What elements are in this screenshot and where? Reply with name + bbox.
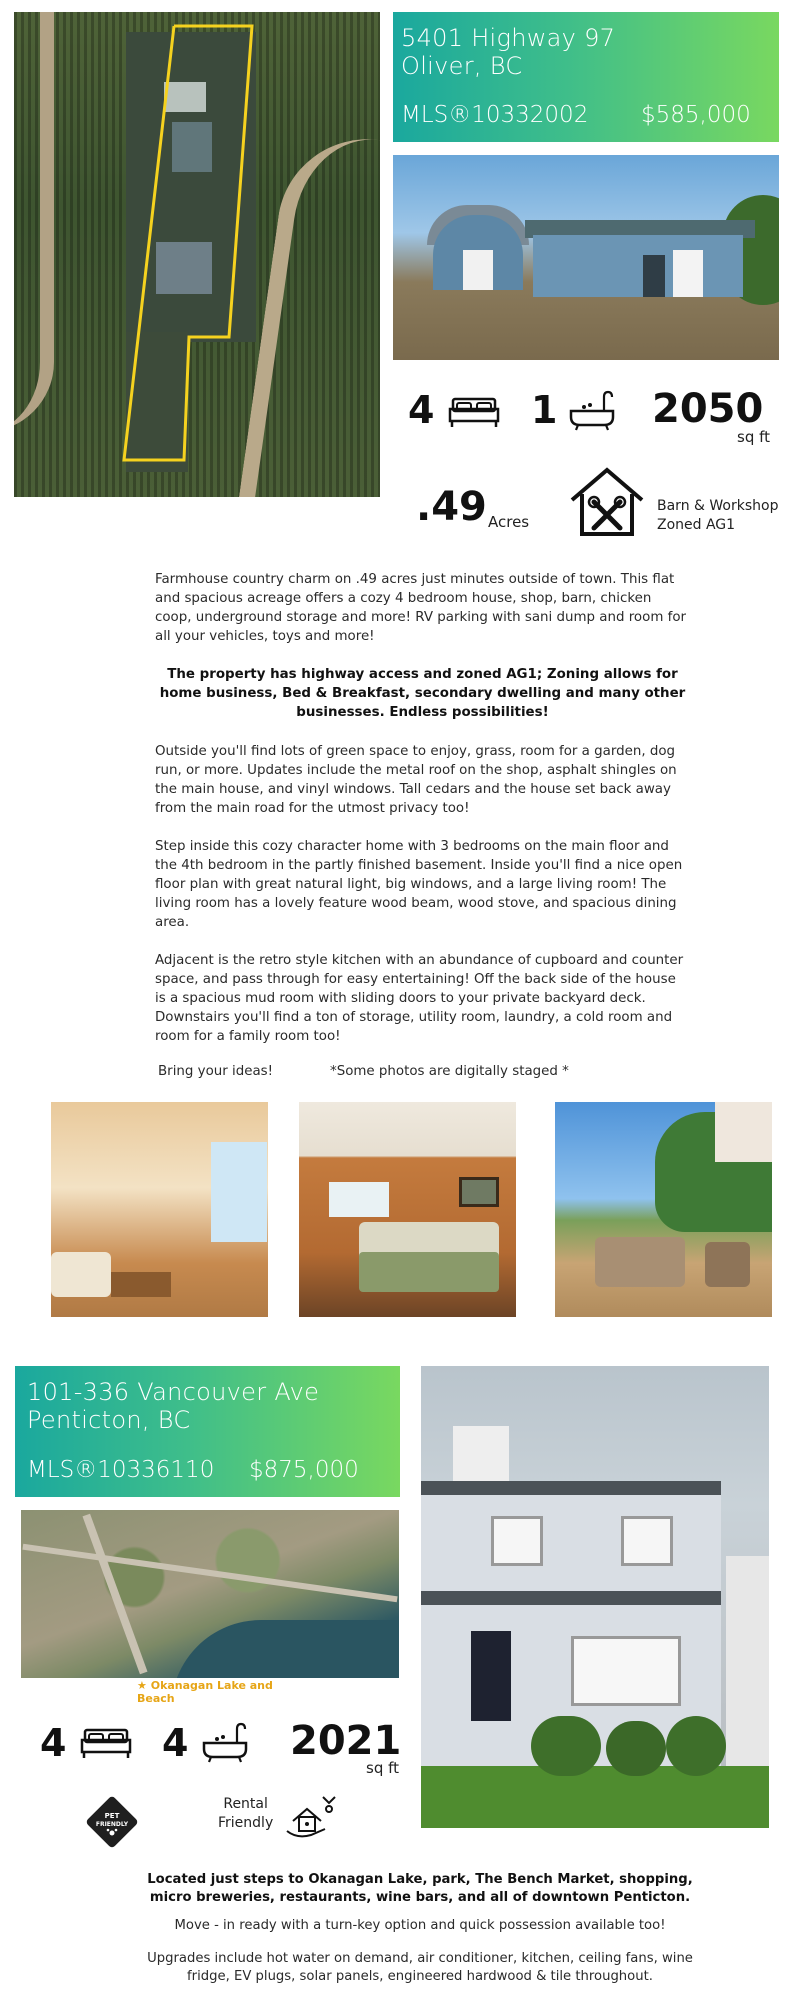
- aerial-map-neighborhood: [21, 1510, 399, 1678]
- bathroom-count-2: 4: [162, 1721, 189, 1765]
- map-caption-text: Okanagan Lake and Beach: [137, 1679, 273, 1705]
- bedroom-count: 4: [408, 388, 435, 432]
- description-paragraph-4: Step inside this cozy character home with 3 bedrooms on the main floor and the 4th bedroom in the partly finished basement. Inside you'll find a nice open floor plan with great natural light, big windows, and a large living room! The living room has a lovely feature wood beam, wood stove, and spacious dining area.: [155, 839, 683, 930]
- upgrades-text: Upgrades include hot water on demand, air conditioner, kitchen, ceiling fans, wine fridge, EV plugs, solar panels, engineered hardwood & tile throughout.: [147, 1951, 693, 1984]
- listing-price: $875,000: [249, 1457, 359, 1483]
- photo-living-room: [51, 1102, 268, 1317]
- address-line-1: 5401 Highway 97: [401, 24, 616, 52]
- sqft-unit: sq ft: [737, 428, 771, 446]
- bed-icon: [79, 1726, 133, 1760]
- rental-line2: Friendly: [218, 1815, 274, 1831]
- mls-number: MLS®10332002: [401, 102, 589, 128]
- acreage-unit: Acres: [488, 513, 530, 531]
- year-built: 2021: [290, 1718, 402, 1764]
- pet-badge-line2: FRIENDLY: [95, 1821, 129, 1828]
- move-in-ready-text: Move - in ready with a turn-key option and quick possession available too!: [174, 1918, 666, 1933]
- bathroom-count: 1: [531, 388, 558, 432]
- photo-bedroom: [299, 1102, 516, 1317]
- photo-deck: [555, 1102, 772, 1317]
- exterior-photo-barn-shop: [393, 155, 779, 360]
- feature-barn-workshop: Barn & Workshop: [657, 498, 779, 514]
- listing-header-card: [393, 12, 779, 142]
- description-paragraph-3: Outside you'll find lots of green space to enjoy, grass, room for a garden, dog run, or more. Updates include the metal roof on the shop, asphalt shingles on the main house, and vinyl windows. Tall cedars and the house set back away from the main road for the utmost privacy too!: [155, 744, 677, 816]
- pet-friendly-badge-icon: [82, 1792, 142, 1852]
- location-highlight: Located just steps to Okanagan Lake, park, The Bench Market, shopping, micro breweries, restaurants, wine bars, and all of downtown Penticton.: [147, 1872, 693, 1905]
- mls-number: MLS®10336110: [27, 1457, 215, 1483]
- sqft-unit-2: sq ft: [366, 1759, 400, 1777]
- bathtub-icon: [201, 1721, 249, 1763]
- description-zoning-highlight: The property has highway access and zoned AG1; Zoning allows for home business, Bed & Breakfast, secondary dwelling and many other businesses. Endless possibilities!: [159, 667, 686, 720]
- listing-price: $585,000: [641, 102, 751, 128]
- feature-zoning: Zoned AG1: [657, 517, 736, 533]
- note-bring-ideas: Bring your ideas!: [158, 1064, 274, 1079]
- bedroom-count-2: 4: [40, 1721, 67, 1765]
- aerial-photo-lot: [14, 12, 380, 497]
- handshake-house-icon: [283, 1791, 339, 1843]
- address-line-1: 101-336 Vancouver Ave: [27, 1378, 320, 1406]
- square-footage: 2050: [652, 386, 764, 432]
- rental-line1: Rental: [223, 1796, 268, 1812]
- description-paragraph-5: Adjacent is the retro style kitchen with an abundance of cupboard and counter space, and pass through for easy entertaining! Off the back side of the house is a spacious mud room with sliding doors to your private backyard deck. Downstairs you'll find a ton of storage, utility room, laundry, a cold room and room for a family room too!: [155, 953, 684, 1044]
- address-line-2: Oliver, BC: [401, 52, 523, 80]
- description-paragraph-1: Farmhouse country charm on .49 acres just minutes outside of town. This flat and spacious acreage offers a cozy 4 bedroom house, shop, barn, chicken coop, underground storage and more! RV parking with sani dump and room for all your vehicles, toys and more!: [155, 572, 687, 644]
- map-caption: [137, 1679, 312, 1705]
- bed-icon: [447, 395, 501, 429]
- bathtub-icon: [568, 389, 616, 431]
- workshop-tools-icon: [568, 466, 646, 538]
- listing-header-card-2: [15, 1366, 400, 1497]
- star-icon: ★: [137, 1679, 147, 1692]
- note-digitally-staged: *Some photos are digitally staged *: [330, 1064, 569, 1079]
- exterior-photo-house: [421, 1366, 769, 1828]
- pet-badge-line1: PET: [104, 1812, 120, 1820]
- lot-boundary-outline: [14, 12, 380, 497]
- address-line-2: Penticton, BC: [27, 1406, 191, 1434]
- acreage: .49: [416, 484, 487, 530]
